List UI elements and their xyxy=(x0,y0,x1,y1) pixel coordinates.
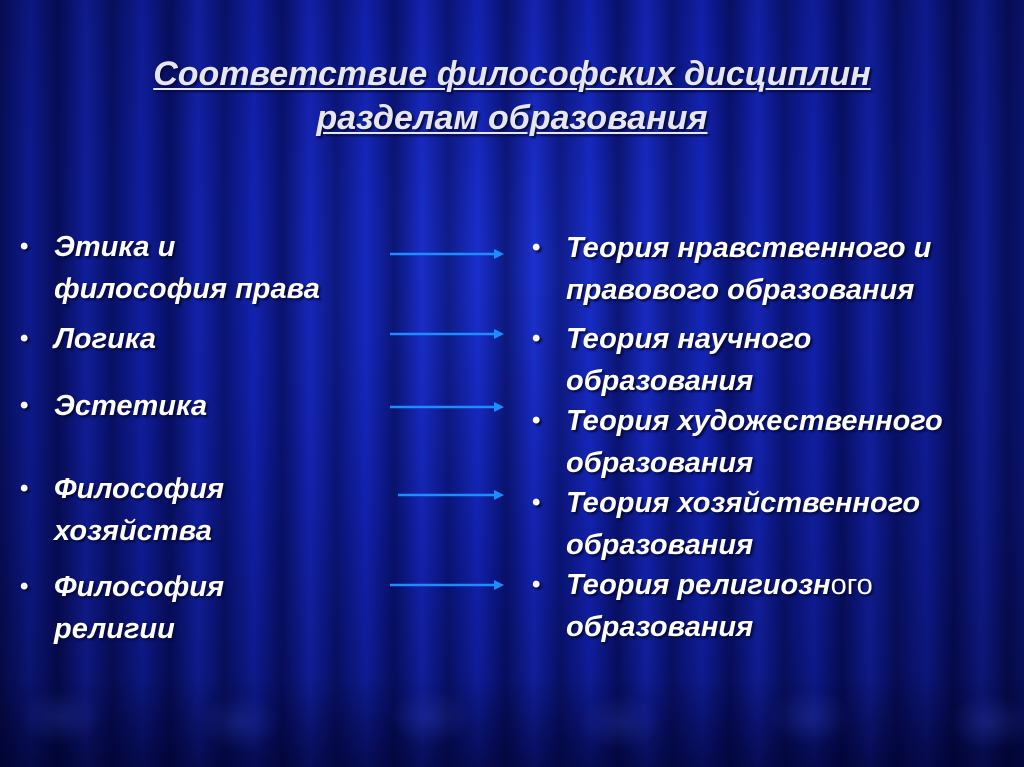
right-item-artistic-line-2: образования xyxy=(566,447,754,479)
left-item-economy-philosophy-line-2: хозяйства xyxy=(54,515,212,547)
left-item-logic xyxy=(20,318,157,360)
right-item-religious-line-1 xyxy=(566,564,1016,606)
right-item-moral-legal-education xyxy=(532,227,1016,311)
left-item-religion-philosophy-line-1: Философия xyxy=(54,571,225,603)
arrow-icon xyxy=(398,485,518,505)
right-item-economic-education xyxy=(532,482,1016,566)
bullet: • xyxy=(20,392,29,419)
right-item-economic-line-1: Теория хозяйственного xyxy=(566,487,921,519)
right-item-artistic-line-1: Теория художественного xyxy=(566,405,943,437)
right-item-scientific-line-2: образования xyxy=(566,365,754,397)
left-item-aesthetics-line-1: Эстетика xyxy=(54,390,208,422)
left-item-religion-philosophy-line-2: религии xyxy=(54,613,175,645)
left-item-economy-philosophy-line-1: Философия xyxy=(54,473,225,505)
left-item-economy-philosophy xyxy=(20,468,225,552)
right-item-economic-line-2: образования xyxy=(566,529,754,561)
arrow-icon xyxy=(390,324,510,344)
bullet: • xyxy=(20,475,29,502)
right-item-religious-italic-part: Теория религиоз xyxy=(566,569,814,601)
left-item-ethics-line-1: Этика и xyxy=(54,231,176,263)
left-item-ethics-line-2: философия права xyxy=(54,273,320,305)
left-item-aesthetics xyxy=(20,385,208,427)
curtain-hem xyxy=(0,677,1024,767)
bullet: • xyxy=(532,489,541,516)
arrow-icon xyxy=(390,397,510,417)
right-item-religious-n-part: н xyxy=(813,569,831,601)
bullet: • xyxy=(532,234,541,261)
right-item-scientific-line-1: Теория научного xyxy=(566,323,812,355)
left-item-logic-line-1: Логика xyxy=(54,323,157,355)
slide-title-line-1: Соответствие философских дисциплин xyxy=(153,55,871,93)
bullet: • xyxy=(20,573,29,600)
bullet: • xyxy=(532,407,541,434)
right-item-artistic-education xyxy=(532,400,1016,484)
right-item-moral-legal-line-2: правового образования xyxy=(566,274,915,306)
arrow-icon xyxy=(390,575,510,595)
left-item-religion-philosophy xyxy=(20,566,225,650)
right-item-religious-line-2: образования xyxy=(566,611,754,643)
bullet: • xyxy=(20,233,29,260)
slide-title-line-2: разделам образования xyxy=(316,99,708,137)
arrow-icon xyxy=(390,244,510,264)
right-item-religious-plain-part: ого xyxy=(830,569,873,601)
bullet: • xyxy=(532,325,541,352)
right-item-religious-education xyxy=(532,564,1016,648)
left-item-ethics xyxy=(20,226,320,310)
bullet: • xyxy=(20,325,29,352)
right-item-scientific-education xyxy=(532,318,1016,402)
bullet: • xyxy=(532,571,541,598)
right-item-moral-legal-line-1: Теория нравственного и xyxy=(566,232,932,264)
